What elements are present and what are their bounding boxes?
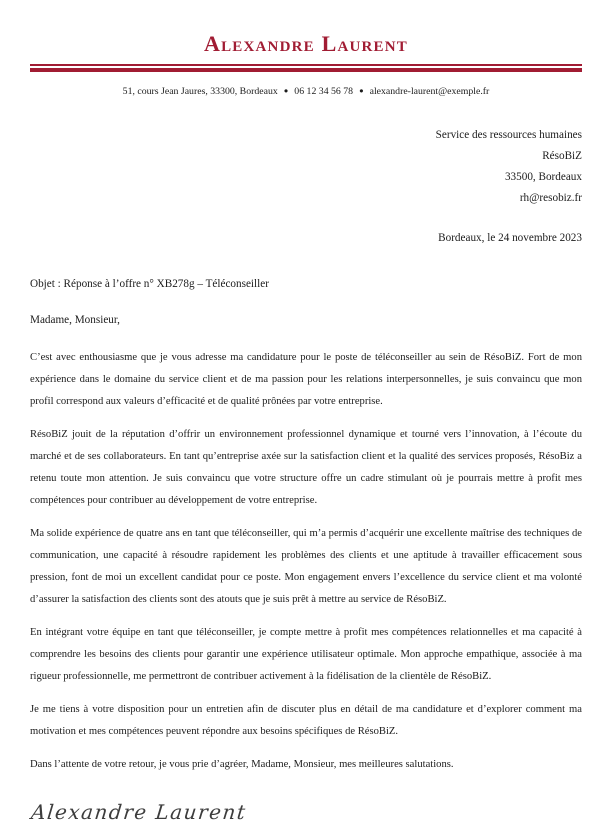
contact-address: 51, cours Jean Jaures, 33300, Bordeaux xyxy=(122,86,278,97)
body-paragraph-5: Je me tiens à votre disposition pour un entretien afin de discuter plus en détail de ma candidature et d’explorer comment ma motivation et mes compétences peuvent répondre aux besoins spécifiques de RésoBiZ. xyxy=(30,704,582,737)
page-title: Alexandre Laurent xyxy=(204,31,408,56)
contact-line xyxy=(30,85,582,98)
recipient-block xyxy=(30,125,582,209)
dateline: Bordeaux, le 24 novembre 2023 xyxy=(438,232,582,244)
body-paragraph-2: RésoBiZ jouit de la réputation d’offrir un environnement professionnel dynamique et tourné vers l’innovation, à l’écoute du marché et de ses collaborateurs. En tant qu’entreprise axée sur la satisfaction client et la qualité des services proposés, RésoBiz a retenu toute mon attention. Je suis convaincu que votre structure offre un cadre stimulant où je pourrais mettre à profit mes compétences pour contribuer au développement de votre entreprise. xyxy=(30,429,582,506)
subject-line: Objet : Réponse à l’offre n° XB278g – Téléconseiller xyxy=(30,278,269,290)
body-paragraph-4: En intégrant votre équipe en tant que téléconseiller, je compte mettre à profit mes compétences relationnelles et ma capacité à comprendre les besoins des clients pour garantir une expérience utilisateur optimale. Mon approche empathique, associée à ma rigueur professionnelle, me permettront de contribuer activement à la fidélisation de la clientèle de RésoBiZ. xyxy=(30,627,582,682)
recipient-line-email: rh@resobiz.fr xyxy=(519,192,582,204)
bullet-separator: ● xyxy=(283,86,289,95)
recipient-line-company: RésoBiZ xyxy=(542,150,582,162)
salutation: Madame, Monsieur, xyxy=(30,314,120,326)
contact-email: alexandre-laurent@exemple.fr xyxy=(369,86,490,97)
body-paragraph-1: C’est avec enthousiasme que je vous adresse ma candidature pour le poste de téléconseiller au sein de RésoBiZ. Fort de mon expérience dans le domaine du service client et de ma passion pour les relations interpersonnelles, je suis convaincu que mon profil correspond aux valeurs d’efficacité et de qualité prônées par votre entreprise. xyxy=(30,352,582,407)
body-paragraph-6: Dans l’attente de votre retour, je vous prie d’agréer, Madame, Monsieur, mes meilleures salutations. xyxy=(30,759,454,770)
recipient-line-city: 33500, Bordeaux xyxy=(504,171,582,183)
divider-thick-line xyxy=(30,68,582,72)
header-divider xyxy=(30,64,582,72)
bullet-separator: ● xyxy=(359,86,364,95)
contact-phone: 06 12 34 56 78 xyxy=(294,86,354,97)
body-paragraph-3: Ma solide expérience de quatre ans en tant que téléconseiller, qui m’a permis d’acquérir une excellente maîtrise des techniques de communication, une capacité à résoudre rapidement les problèmes des clients et une aptitude à travailler efficacement sous pression, font de moi un excellent candidat pour ce poste. Mon engagement envers l’excellence du service client et ma volonté d’assurer la satisfaction des clients sont des atouts que je suis prêt à mettre au service de RésoBiZ. xyxy=(30,528,582,605)
signature: Alexandre Laurent xyxy=(30,800,248,824)
recipient-line-department: Service des ressources humaines xyxy=(435,129,582,141)
